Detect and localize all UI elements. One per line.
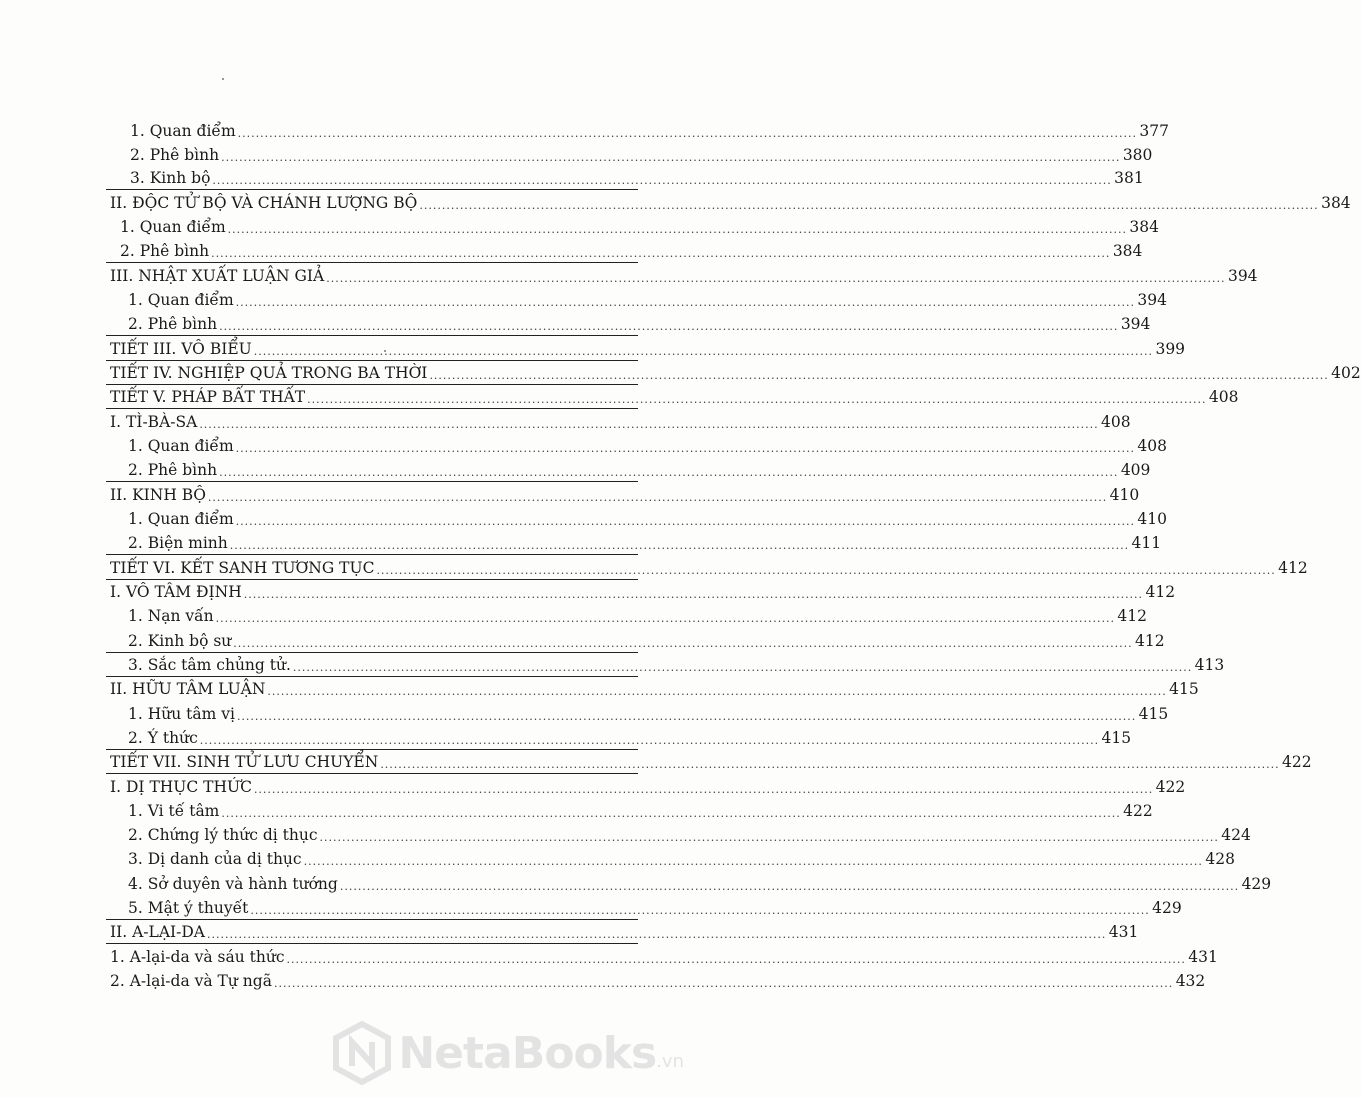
dot-leader: ........................................................................................................................................................................................................ bbox=[273, 977, 1174, 990]
toc-entry bbox=[128, 627, 1165, 651]
dot-leader: ........................................................................................................................................................................................................ bbox=[380, 758, 1280, 771]
toc-entry bbox=[110, 481, 1140, 505]
toc-entry-label: 2. A-lại-da và Tự ngã bbox=[110, 972, 272, 990]
toc-entry bbox=[130, 141, 1153, 165]
toc-entry-page: 412 bbox=[1278, 559, 1308, 577]
dot-leader: ........................................................................................................................................................................................................ bbox=[211, 247, 1111, 260]
toc-entry bbox=[110, 943, 1218, 967]
toc-entry bbox=[128, 724, 1132, 748]
toc-entry-page: 422 bbox=[1282, 753, 1312, 771]
dot-leader: ........................................................................................................................................................................................................ bbox=[219, 466, 1119, 479]
toc-entry-label: II. ĐỘC TỬ BỘ VÀ CHÁNH LƯỢNG BỘ bbox=[110, 194, 418, 212]
dot-leader: ........................................................................................................................................................................................................ bbox=[286, 953, 1186, 966]
toc-entry-page: 415 bbox=[1169, 680, 1199, 698]
toc-entry bbox=[120, 237, 1143, 261]
toc-entry-label: 1. Quan điểm bbox=[120, 218, 226, 236]
toc-entry-label: 1. Quan điểm bbox=[130, 122, 236, 140]
toc-entry bbox=[110, 383, 1239, 407]
toc-entry-page: 410 bbox=[1109, 486, 1140, 504]
dot-leader: ........................................................................................................................................................................................................ bbox=[199, 734, 1100, 747]
toc-entry bbox=[128, 456, 1151, 480]
toc-entry-label: I. TÌ-BÀ-SA bbox=[110, 413, 198, 431]
dot-leader: ........................................................................................................................................................................................................ bbox=[215, 612, 1115, 625]
toc-entry bbox=[120, 213, 1159, 237]
toc-entry-page: 424 bbox=[1221, 826, 1251, 844]
dot-leader: ........................................................................................................................................................................................................ bbox=[250, 904, 1150, 917]
toc-entry-label: 3. Dị danh của dị thục bbox=[128, 850, 302, 868]
toc-entry-page: 394 bbox=[1137, 291, 1167, 309]
toc-entry-label: 5. Mật ý thuyết bbox=[128, 899, 249, 917]
toc-entry bbox=[110, 335, 1186, 359]
toc-entry-label: 2. Biện minh bbox=[128, 534, 228, 552]
toc-entry bbox=[110, 748, 1312, 772]
dot-leader: ........................................................................................................................................................................................................ bbox=[307, 393, 1207, 406]
watermark-suffix: .vn bbox=[656, 1050, 684, 1072]
toc-entry-label: 4. Sở duyên và hành tướng bbox=[128, 875, 338, 893]
toc-entry-label: 1. Quan điểm bbox=[128, 510, 234, 528]
dot-leader: ........................................................................................................................................................................................................ bbox=[292, 661, 1193, 674]
toc-entry-label: II. A-LẠI-DA bbox=[110, 923, 205, 941]
toc-entry-page: 431 bbox=[1188, 948, 1218, 966]
toc-entry-label: TIẾT III. VÔ BIỂU bbox=[110, 340, 252, 358]
toc-entry-page: 384 bbox=[1112, 242, 1143, 260]
toc-entry bbox=[110, 967, 1206, 991]
dot-leader: ........................................................................................................................................................................................................ bbox=[221, 151, 1121, 164]
toc-entry bbox=[128, 870, 1272, 894]
toc-entry-page: 384 bbox=[1129, 218, 1159, 236]
toc-entry bbox=[110, 773, 1186, 797]
dot-leader: ........................................................................................................................................................................................................ bbox=[212, 174, 1112, 187]
toc-entry bbox=[128, 845, 1235, 869]
dot-leader: ........................................................................................................................................................................................................ bbox=[243, 588, 1144, 601]
toc-entry-page: 413 bbox=[1194, 656, 1225, 674]
toc-entry bbox=[110, 408, 1131, 432]
toc-entry-label: II. HỮU TÂM LUẬN bbox=[110, 680, 266, 698]
dot-leader: ........................................................................................................................................................................................................ bbox=[419, 199, 1319, 212]
toc-entry-label: I. DỊ THỤC THỨC bbox=[110, 778, 252, 796]
dot-leader: ........................................................................................................................................................................................................ bbox=[233, 637, 1133, 650]
toc-entry bbox=[128, 700, 1169, 724]
toc-entry bbox=[128, 821, 1251, 845]
toc-entry-label: 1. Quan điểm bbox=[128, 437, 234, 455]
toc-entry bbox=[128, 529, 1162, 553]
toc-entry-label: 2. Ý thức bbox=[128, 729, 198, 747]
toc-entry bbox=[128, 432, 1167, 456]
toc-entry bbox=[128, 310, 1151, 334]
dot-leader: ........................................................................................................................................................................................................ bbox=[236, 710, 1137, 723]
toc-entry-page: 377 bbox=[1139, 122, 1169, 140]
dot-leader: ........................................................................................................................................................................................................ bbox=[229, 539, 1130, 552]
watermark-brand: NetaBooks bbox=[398, 1027, 657, 1079]
toc-entry-page: 428 bbox=[1205, 850, 1235, 868]
toc-entry-label: III. NHẬT XUẤT LUẬN GIẢ bbox=[110, 267, 325, 285]
toc-entry-page: 431 bbox=[1108, 923, 1139, 941]
toc-entry-label: 2. Phê bình bbox=[128, 461, 218, 479]
toc-entry-page: 381 bbox=[1114, 169, 1144, 187]
toc-entry-label: 2. Kinh bộ sư bbox=[128, 632, 232, 650]
toc-entry bbox=[128, 797, 1153, 821]
dot-leader: ........................................................................................................................................................................................................ bbox=[326, 272, 1226, 285]
toc-entry-page: 415 bbox=[1101, 729, 1132, 747]
toc-entry-label: 3. Sắc tâm chủng tử. bbox=[128, 656, 291, 674]
toc-entry-page: 394 bbox=[1227, 267, 1258, 285]
toc-entry bbox=[110, 675, 1199, 699]
dot-leader: ........................................................................................................................................................................................................ bbox=[227, 223, 1127, 236]
dot-leader: ........................................................................................................................................................................................................ bbox=[221, 807, 1121, 820]
toc-entry bbox=[110, 262, 1258, 286]
toc-entry-page: 408 bbox=[1137, 437, 1167, 455]
toc-entry-page: 422 bbox=[1155, 778, 1186, 796]
dot-leader: ........................................................................................................................................................................................................ bbox=[235, 296, 1135, 309]
toc-entry-page: 410 bbox=[1137, 510, 1167, 528]
toc-entry-label: TIẾT IV. NGHIỆP QUẢ TRONG BA THỜI bbox=[110, 364, 428, 382]
netabooks-logo-icon bbox=[332, 1022, 392, 1084]
toc-entry-page: 409 bbox=[1120, 461, 1151, 479]
toc-entry bbox=[128, 602, 1147, 626]
scan-speck bbox=[222, 78, 224, 80]
toc-entry-label: I. VÔ TÂM ĐỊNH bbox=[110, 583, 242, 601]
toc-entry bbox=[110, 359, 1361, 383]
watermark bbox=[332, 1018, 684, 1088]
toc-entry bbox=[130, 117, 1169, 141]
toc-entry-page: 422 bbox=[1123, 802, 1153, 820]
toc-entry-page: 408 bbox=[1208, 388, 1239, 406]
toc-entry-page: 412 bbox=[1117, 607, 1147, 625]
toc-entry-page: 412 bbox=[1145, 583, 1176, 601]
toc-entry-label: 2. Phê bình bbox=[120, 242, 210, 260]
toc-entry-page: 402 bbox=[1331, 364, 1361, 382]
toc-entry-page: 394 bbox=[1120, 315, 1151, 333]
dot-leader: ........................................................................................................................................................................................................ bbox=[237, 127, 1137, 140]
dot-leader: ........................................................................................................................................................................................................ bbox=[207, 491, 1108, 504]
toc-entry-label: TIẾT V. PHÁP BẤT THẤT bbox=[110, 388, 306, 406]
toc-entry-label: 1. Nạn vấn bbox=[128, 607, 214, 625]
toc-entry-page: 399 bbox=[1155, 340, 1186, 358]
toc-entry bbox=[130, 164, 1144, 188]
toc-entry-label: 1. Hữu tâm vị bbox=[128, 705, 235, 723]
toc-entry-page: 408 bbox=[1101, 413, 1131, 431]
toc-entry bbox=[110, 918, 1139, 942]
dot-leader: ........................................................................................................................................................................................................ bbox=[376, 564, 1276, 577]
toc-entry bbox=[128, 505, 1167, 529]
toc-entry-page: 412 bbox=[1135, 632, 1165, 650]
dot-leader: ........................................................................................................................................................................................................ bbox=[199, 418, 1099, 431]
toc-entry bbox=[110, 578, 1176, 602]
toc-entry bbox=[128, 651, 1225, 675]
dot-leader: ........................................................................................................................................................................................................ bbox=[253, 345, 1154, 358]
dot-leader: ........................................................................................................................................................................................................ bbox=[253, 783, 1154, 796]
toc-entry-page: 429 bbox=[1152, 899, 1182, 917]
toc-entry bbox=[110, 189, 1351, 213]
dot-leader: ........................................................................................................................................................................................................ bbox=[429, 369, 1329, 382]
toc-entry-label: 2. Phê bình bbox=[130, 146, 220, 164]
toc-entry-label: TIẾT VI. KẾT SANH TƯƠNG TỤC bbox=[110, 559, 375, 577]
toc-entry-label: 2. Chứng lý thức dị thục bbox=[128, 826, 318, 844]
toc-entry-page: 384 bbox=[1321, 194, 1351, 212]
toc-entry-label: 1. Vi tế tâm bbox=[128, 802, 220, 820]
toc-entry bbox=[128, 286, 1167, 310]
toc-entry-label: 2. Phê bình bbox=[128, 315, 218, 333]
toc-entry-page: 415 bbox=[1138, 705, 1169, 723]
dot-leader: ........................................................................................................................................................................................................ bbox=[219, 320, 1119, 333]
toc-entry-page: 380 bbox=[1122, 146, 1153, 164]
toc-entry-label: TIẾT VII. SINH TỬ LƯU CHUYỂN bbox=[110, 753, 379, 771]
toc-entry-page: 432 bbox=[1175, 972, 1206, 990]
toc-entry bbox=[128, 894, 1182, 918]
toc-entry-label: 1. Quan điểm bbox=[128, 291, 234, 309]
toc-entry-label: 3. Kinh bộ bbox=[130, 169, 211, 187]
dot-leader: ........................................................................................................................................................................................................ bbox=[303, 855, 1203, 868]
toc-entry-label: II. KINH BỘ bbox=[110, 486, 206, 504]
toc-entry-label: 1. A-lại-da và sáu thức bbox=[110, 948, 285, 966]
dot-leader: ........................................................................................................................................................................................................ bbox=[207, 928, 1107, 941]
dot-leader: ........................................................................................................................................................................................................ bbox=[339, 880, 1240, 893]
toc-entry-page: 411 bbox=[1131, 534, 1162, 552]
toc-entry bbox=[110, 554, 1308, 578]
dot-leader: ........................................................................................................................................................................................................ bbox=[235, 515, 1135, 528]
dot-leader: ........................................................................................................................................................................................................ bbox=[319, 831, 1219, 844]
dot-leader: ........................................................................................................................................................................................................ bbox=[235, 442, 1135, 455]
dot-leader: ........................................................................................................................................................................................................ bbox=[267, 685, 1167, 698]
toc-entry-page: 429 bbox=[1241, 875, 1272, 893]
